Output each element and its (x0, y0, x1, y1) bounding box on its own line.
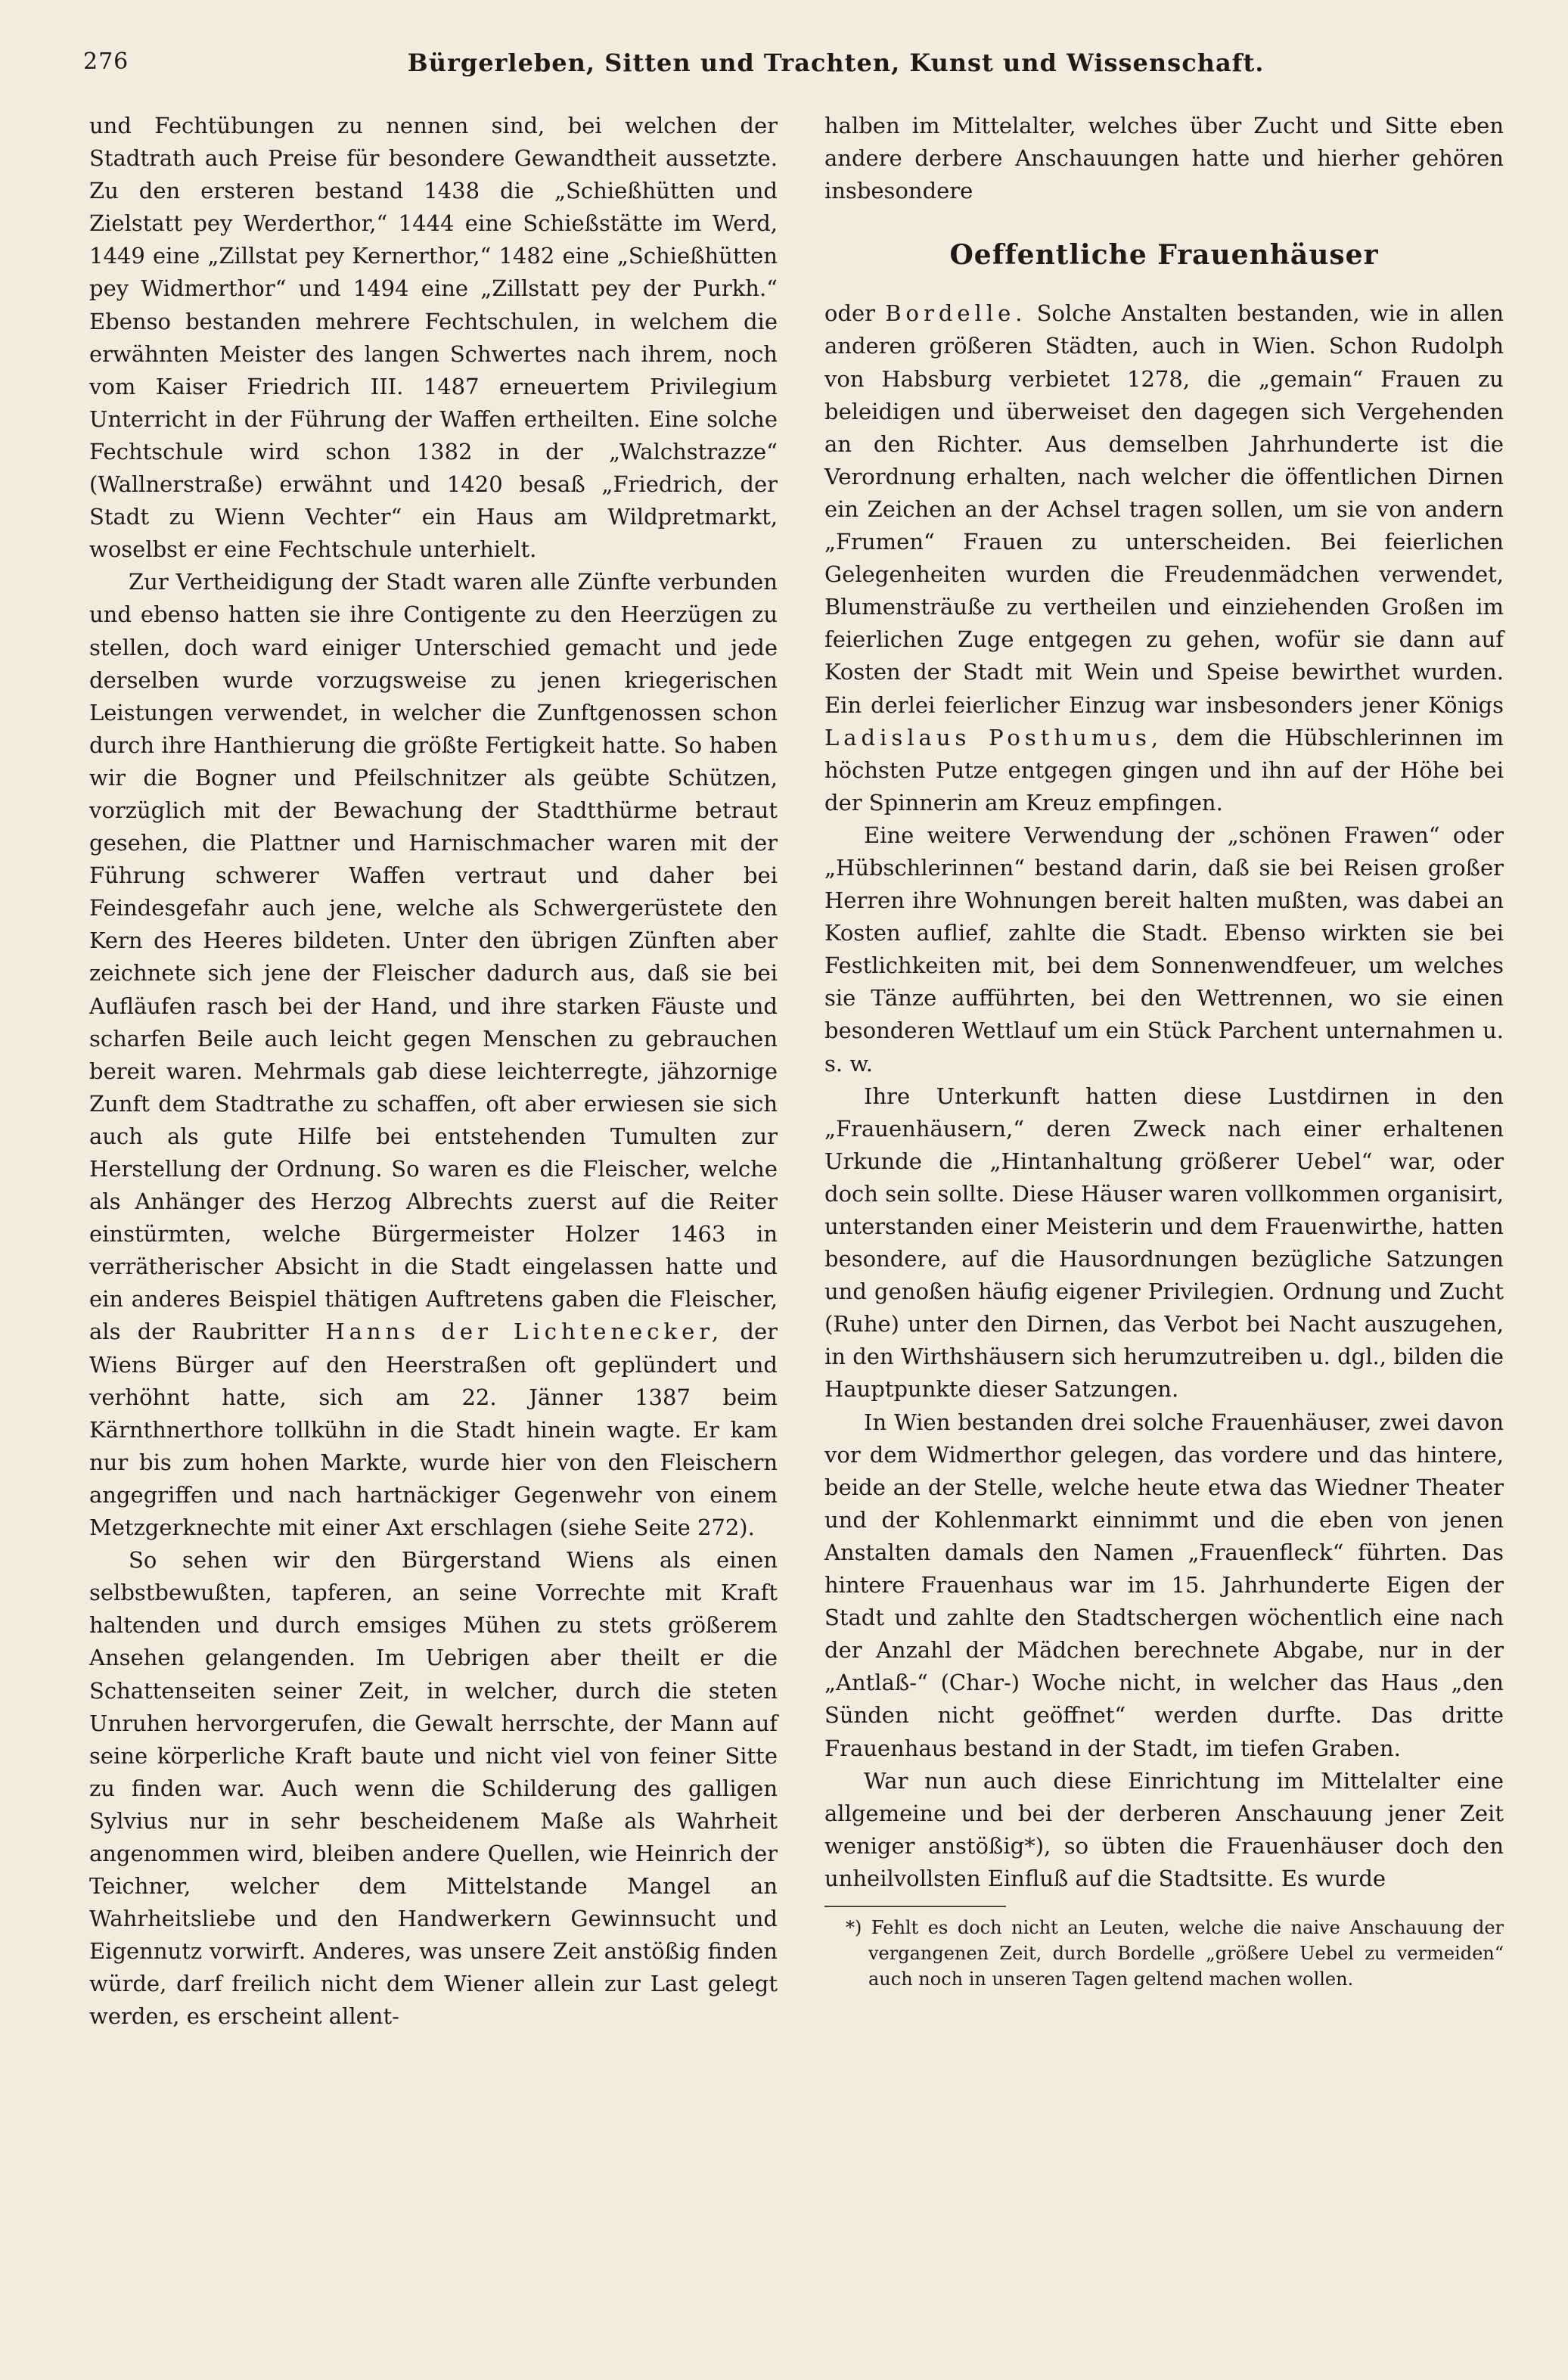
paragraph-text: dem die Hübschlerinnen im höchsten Putze entgegen gingen und ihn auf der Höhe bei der Spinnerin am Kreuz empfingen. (824, 724, 1504, 816)
paragraph: und Fechtübungen zu nennen sind, bei welchen der Stadtrath auch Preise für besondere Gewandtheit aussetzte. Zu den ersteren bestand 1438 die „Schießhütten und Zielstatt pey Werderthor,“ 1444 eine Schießstätte im Werd, 1449 eine „Zillstat pey Kernerthor,“ 1482 eine „Schießhütten pey Widmerthor“ und 1494 eine „Zillstatt pey der Purkh.“ Ebenso bestanden mehrere Fechtschulen, in welchem die erwähnten Meister des langen Schwertes nach ihrem, noch vom Kaiser Friedrich III. 1487 erneuertem Privilegium Unterricht in der Führung der Waffen ertheilten. Eine solche Fechtschule wird schon 1382 in der „Walchstrazze“ (Wallnerstraße) erwähnt und 1420 besaß „Friedrich, der Stadt zu Wienn Vechter“ ein Haus am Wildpretmarkt, woselbst er eine Fechtschule unterhielt. (89, 113, 778, 563)
paragraph-text: Zur Vertheidigung der Stadt waren alle Zünfte verbunden und ebenso hatten sie ihre Contigente zu den Heerzügen zu stellen, doch ward einiger Unterschied gemacht und jede derselben wurde vorzugsweise zu jenen kriegerischen Leistungen verwendet, in welcher die Zunftgenossen schon durch ihre Hanthierung die größte Fertigkeit hatte. So haben wir die Bogner und Pfeilschnitzer als geübte Schützen, vorzüglich mit der Bewachung der Stadtthürme betraut gesehen, die Plattner und Harnischmacher waren mit der Führung schwerer Waffen vertraut und daher bei Feindesgefahr auch jene, welche als Schwergerüstete den Kern des Heeres bildeten. Unter den übrigen Zünften aber zeichnete sich jene der Fleischer dadurch aus, daß sie bei Aufläufen rasch bei der Hand, und ihre starken Fäuste und scharfen Beile auch leicht gegen Menschen zu gebrauchen bereit waren. Mehrmals gab diese leichterregte, jähzornige Zunft dem Stadtrathe zu schaffen, oft aber erwiesen sie sich auch als gute Hilfe bei entstehenden Tumulten zur Herstellung der Ordnung. So waren es die Fleischer, welche als Anhänger des Herzog Albrechts zuerst auf die Reiter einstürmten, welche Bürgermeister Holzer 1463 in verrätherischer Absicht in die Stadt eingelassen hatte und ein anderes Beispiel thätigen Auftretens gaben die Fleischer, als der Raubritter (89, 569, 778, 1345)
footnote: *) Fehlt es doch nicht an Leuten, welche die naive Anschauung der vergangenen Zeit, durch Bordelle „größere Uebel zu vermeiden“ auch noch in unseren Tagen geltend machen wollen. (846, 1916, 1504, 1990)
spaced-name: Ladislaus Posthumus, (824, 724, 1163, 750)
running-head: Bürgerleben, Sitten und Trachten, Kunst und Wissenschaft. (407, 48, 1265, 77)
paragraph-text: Solche Anstalten bestanden, wie in allen anderen größeren Städten, auch in Wien. Schon Rudolph von Habsburg verbietet 1278, die „gemain“ Frauen zu beleidigen und überweiset den dagegen sich Vergehenden an den Richter. Aus demselben Jahrhunderte ist die Verordnung erhalten, nach welcher die öffentlichen Dirnen ein Zeichen an der Achsel tragen sollen, um sie von andern „Frumen“ Frauen zu unterscheiden. Bei feierlichen Gelegenheiten wurden die Freudenmädchen verwendet, Blumensträuße zu vertheilen und einziehenden Großen im feierlichen Zuge entgegen zu gehen, wofür sie dann auf Kosten der Stadt mit Wein und Speise bewirthet wurden. Ein derlei feierlicher Einzug war insbesonders jener Königs (824, 300, 1504, 718)
footnote-rule (824, 1906, 1006, 1907)
page-number: 276 (83, 48, 129, 75)
paragraph: War nun auch diese Einrichtung im Mittelalter eine allgemeine und bei der derberen Anschauung jener Zeit weniger anstößig*), so übten die Frauenhäuser doch den unheilvollsten Einfluß auf die Stadtsitte. Es wurde (824, 1767, 1504, 1891)
spaced-name: Hanns der Lichtenecker, (325, 1319, 724, 1345)
paragraph: So sehen wir den Bürgerstand Wiens als einen selbstbewußten, tapferen, an seine Vorrechte mit Kraft haltenden und durch emsiges Mühen zu stets größerem Ansehen gelangenden. Im Uebrigen aber theilt er die Schattenseiten seiner Zeit, in welcher, durch die steten Unruhen hervorgerufen, die Gewalt herrschte, der Mann auf seine körperliche Kraft baute und nicht viel von feiner Sitte zu finden war. Auch wenn die Schilderung des galligen Sylvius nur in sehr bescheidenem Maße als Wahrheit angenommen wird, bleiben andere Quellen, wie Heinrich der Teichner, welcher dem Mittelstande Mangel an Wahrheitsliebe und den Handwerkern Gewinnsucht und Eigennutz vorwirft. Anderes, was unsere Zeit anstößig finden würde, darf freilich nicht dem Wiener allein zur Last gelegt werden, es erscheint allent- (89, 1547, 778, 2030)
paragraph-text: oder (824, 300, 876, 327)
paragraph: halben im Mittelalter, welches über Zucht und Sitte eben andere derbere Anschauungen hatte und hierher gehören insbesondere (824, 113, 1504, 204)
paragraph: Ihre Unterkunft hatten diese Lustdirnen in den „Frauenhäusern,“ deren Zweck nach einer erhaltenen Urkunde die „Hintanhaltung größerer Uebel“ war, oder doch sein sollte. Diese Häuser waren vollkommen organisirt, unterstanden einer Meisterin und dem Frauenwirthe, hatten besondere, auf die Hausordnungen bezügliche Satzungen und genoßen häufig eigener Privilegien. Ordnung und Zucht (Ruhe) unter den Dirnen, das Verbot bei Nacht auszugehen, in den Wirthshäusern sich herumzutreiben u. dgl., bilden die Hauptpunkte dieser Satzungen. (824, 1083, 1504, 1403)
paragraph (824, 297, 1504, 819)
paragraph: In Wien bestanden drei solche Frauenhäuser, zwei davon vor dem Widmerthor gelegen, das vordere und das hintere, beide an der Stelle, welche heute etwa das Wiedner Theater und der Kohlenmarkt einnimmt und die eben von jenen Anstalten damals den Namen „Frauenfleck“ führten. Das hintere Frauenhaus war im 15. Jahrhunderte Eigen der Stadt und zahlte den Stadtschergen wöchentlich eine nach der Anzahl der Mädchen berechnete Abgabe, nur in der „Antlaß-“ (Char-) Woche nicht, in welcher das Haus „den Sünden nicht geöffnet“ werden durfte. Das dritte Frauenhaus bestand in der Stadt, im tiefen Graben. (824, 1409, 1504, 1761)
spaced-term: Bordelle. (885, 300, 1027, 327)
left-column (89, 110, 778, 2034)
paragraph (89, 566, 778, 1544)
paragraph: Eine weitere Verwendung der „schönen Frawen“ oder „Hübschlerinnen“ bestand darin, daß sie bei Reisen großer Herren ihre Wohnungen bereit halten mußten, was dabei an Kosten auflief, zahlte die Stadt. Ebenso wirkten sie bei Festlichkeiten mit, bei dem Sonnenwendfeuer, um welches sie Tänze aufführten, bei den Wettrennen, wo sie einen besonderen Wettlauf um ein Stück Parchent unternahmen u. s. w. (824, 822, 1504, 1077)
right-column (824, 110, 1504, 1992)
section-title: Oeffentliche Frauenhäuser (949, 239, 1379, 272)
paragraph-text: der Wiens Bürger auf den Heerstraßen oft geplündert und verhöhnt hatte, sich am 22. Jänner 1387 beim Kärnthnerthore tollkühn in die Stadt hinein wagte. Er kam nur bis zum hohen Markte, wurde hier von den Fleischern angegriffen und nach hartnäckiger Gegenwehr von einem Metzgerknechte mit einer Axt erschlagen (siehe Seite 272). (89, 1319, 778, 1541)
page-header (83, 44, 1505, 82)
